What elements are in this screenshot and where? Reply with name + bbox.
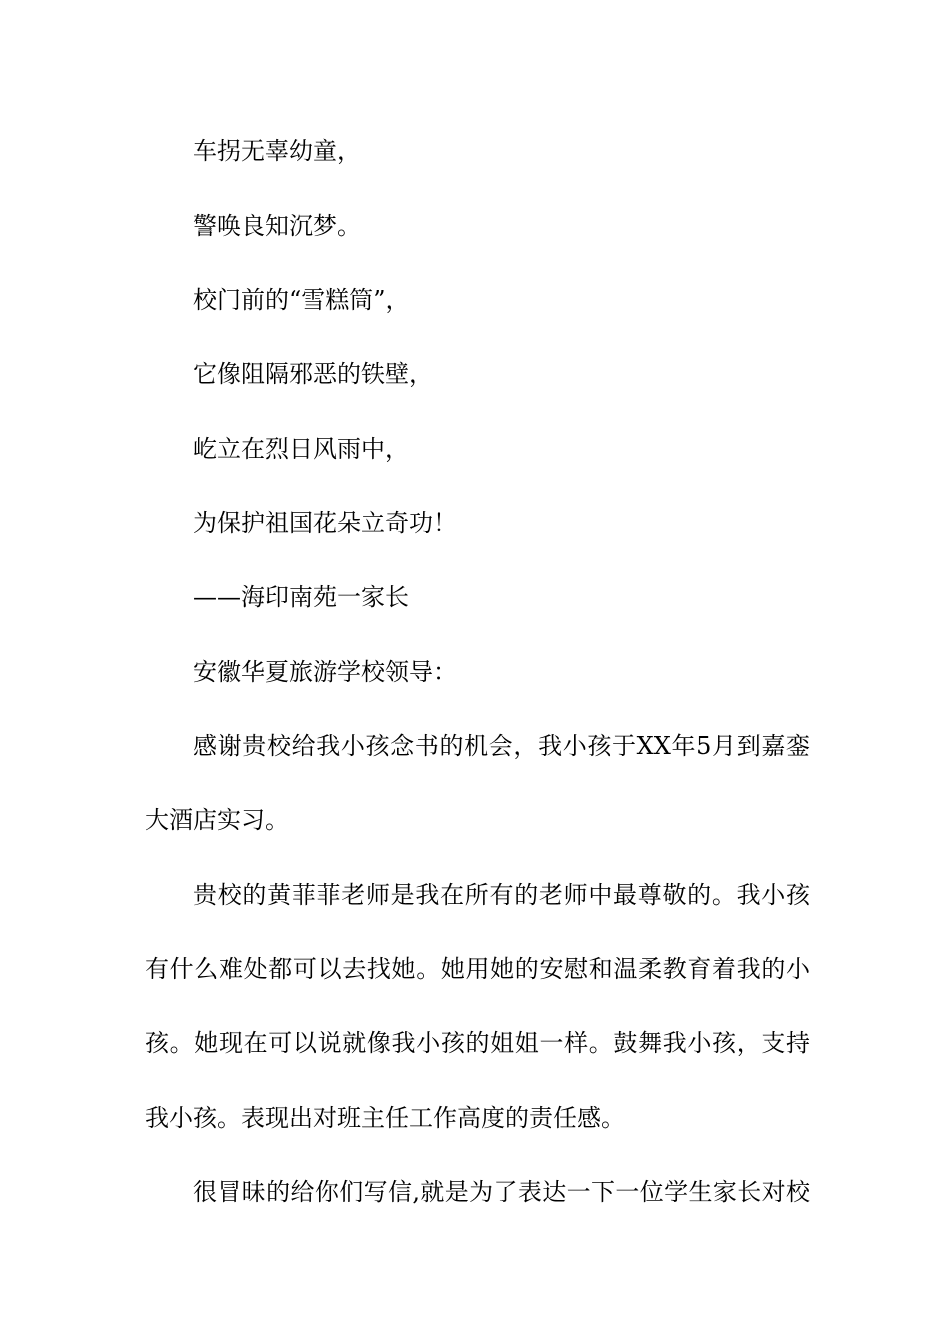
paragraph-line: 有什么难处都可以去找她。她用她的安慰和温柔教育着我的小 [145, 955, 810, 983]
poem-signature: ——海印南苑一家长 [193, 583, 409, 611]
poem-line: 警唤良知沉梦。 [193, 212, 361, 240]
paragraph-line: 贵校的黄菲菲老师是我在所有的老师中最尊敬的。我小孩 [193, 881, 810, 909]
paragraph-line: 我小孩。表现出对班主任工作高度的责任感。 [145, 1104, 625, 1132]
paragraph-line: 感谢贵校给我小孩念书的机会，我小孩于XX年5月到嘉銮 [193, 732, 810, 760]
paragraph-line: 孩。她现在可以说就像我小孩的姐姐一样。鼓舞我小孩，支持 [145, 1029, 810, 1057]
poem-line: 校门前的“雪糕筒”， [193, 286, 410, 314]
paragraph-line: 大酒店实习。 [145, 806, 289, 834]
poem-line: 车拐无辜幼童， [193, 137, 361, 165]
poem-line: 为保护祖国花朵立奇功！ [193, 509, 457, 537]
paragraph-line: 很冒昧的给你们写信,就是为了表达一下一位学生家长对校 [193, 1178, 810, 1206]
letter-salutation: 安徽华夏旅游学校领导： [193, 658, 457, 686]
poem-line: 屹立在烈日风雨中， [193, 435, 409, 463]
poem-line: 它像阻隔邪恶的铁壁， [193, 360, 433, 388]
